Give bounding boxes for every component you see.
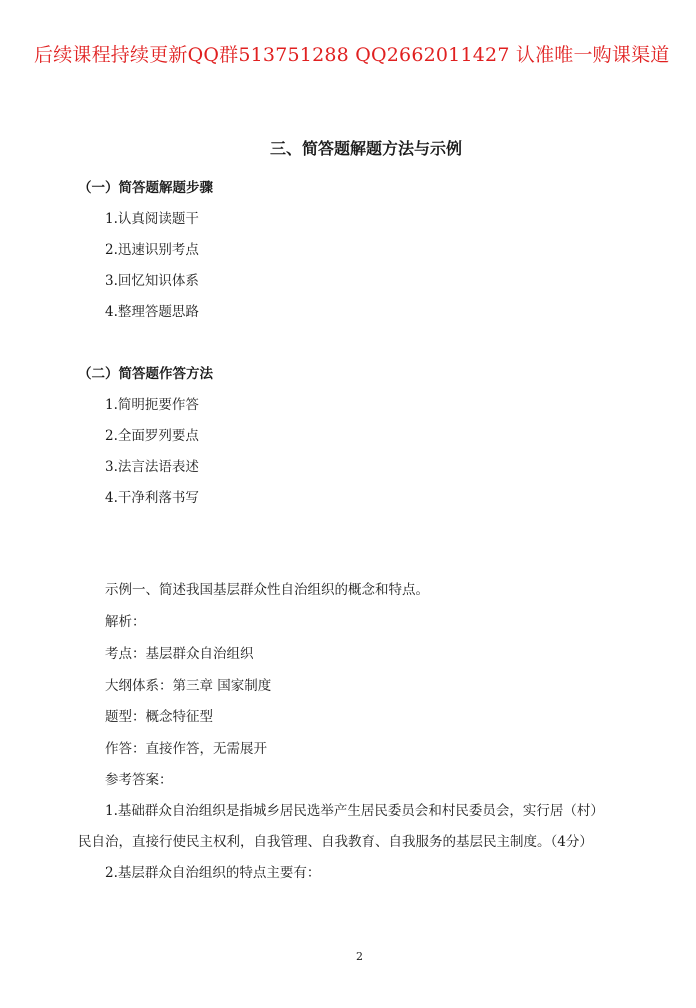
- dagang-line: 大纲体系：第三章 国家制度: [105, 678, 272, 694]
- answer1-line2: 民自治，直接行使民主权利，自我管理、自我教育、自我服务的基层民主制度。（4分）: [78, 834, 593, 850]
- example-question: 示例一、简述我国基层群众性自治组织的概念和特点。: [105, 582, 429, 598]
- tixing-line: 题型：概念特征型: [105, 709, 213, 725]
- part1-item-4: 4.整理答题思路: [105, 304, 199, 320]
- part2-item-2: 2.全面罗列要点: [105, 428, 199, 444]
- part2-item-1: 1.简明扼要作答: [105, 397, 199, 413]
- analysis-label: 解析：: [105, 614, 146, 630]
- zuoda-line: 作答：直接作答，无需展开: [105, 741, 267, 757]
- part2-item-3: 3.法言法语表述: [105, 459, 199, 475]
- answer2-line1: 2.基层群众自治组织的特点主要有：: [105, 865, 321, 881]
- section-title: 三、简答题解题方法与示例: [270, 139, 463, 158]
- part1-heading: （一）简答题解题步骤: [78, 180, 213, 196]
- page-number: 2: [356, 950, 363, 963]
- kaodian-line: 考点：基层群众自治组织: [105, 646, 254, 662]
- answer1-line1: 1.基础群众自治组织是指城乡居民选举产生居民委员会和村民委员会，实行居（村）: [105, 803, 604, 819]
- part1-item-3: 3.回忆知识体系: [105, 273, 199, 289]
- watermark-banner: 后续课程持续更新QQ群513751288 QQ2662011427 认准唯一购课渠道: [34, 44, 670, 66]
- part2-heading: （二）简答题作答方法: [78, 366, 213, 382]
- reference-answer-label: 参考答案：: [105, 772, 173, 788]
- part1-item-1: 1.认真阅读题干: [105, 211, 199, 227]
- part1-item-2: 2.迅速识别考点: [105, 242, 199, 258]
- part2-item-4: 4.干净利落书写: [105, 490, 199, 506]
